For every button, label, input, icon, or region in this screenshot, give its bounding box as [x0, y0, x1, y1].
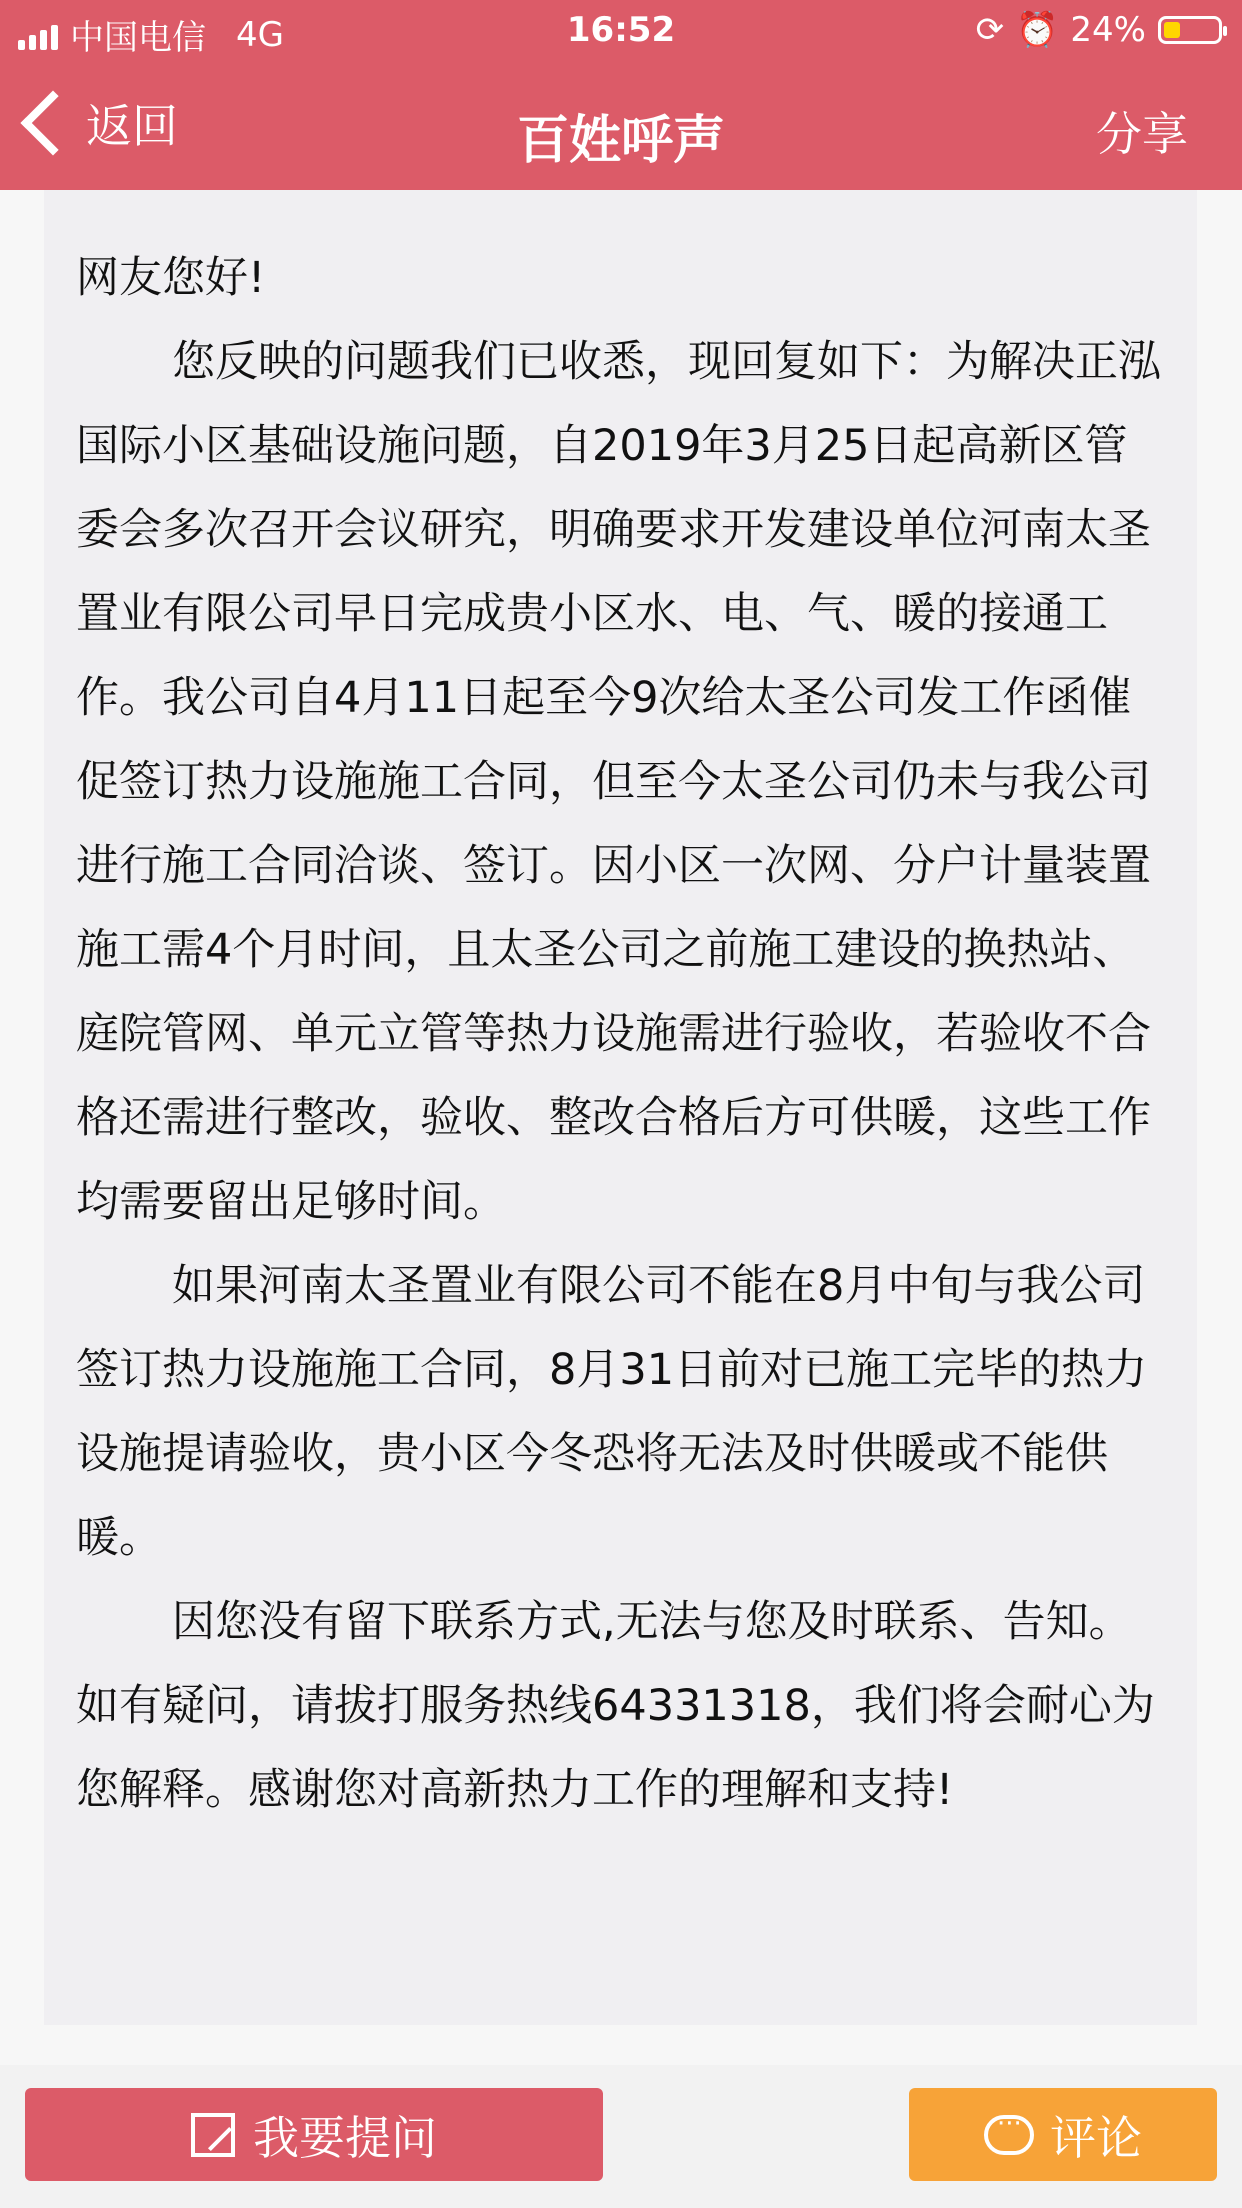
rotation-lock-icon: ⟳ — [975, 10, 1005, 50]
comment-button[interactable] — [909, 2088, 1217, 2181]
article-body — [76, 236, 1166, 1832]
battery-percent: 24% — [1070, 10, 1146, 50]
battery-icon — [1158, 16, 1222, 44]
navigation-bar — [0, 62, 1242, 190]
ask-question-button[interactable] — [25, 2088, 603, 2181]
paragraph-1: 您反映的问题我们已收悉，现回复如下：为解决正泓国际小区基础设施问题，自2019年3月25日起高新区管委会多次召开会议研究，明确要求开发建设单位河南太圣置业有限公司早日完成贵小区水、电、气、暖的接通工作。我公司自4月11日起至今9次给太圣公司发工作函催促签订热力设施施工合同，但至今太圣公司仍未与我公司进行施工合同洽谈、签订。因小区一次网、分户计量装置施工需4个月时间，且太圣公司之前施工建设的换热站、庭院管网、单元立管等热力设施需进行验收，若验收不合格还需进行整改，验收、整改合格后方可供暖，这些工作均需要留出足够时间。 — [76, 337, 1161, 1227]
paragraph-2: 如果河南太圣置业有限公司不能在8月中旬与我公司签订热力设施施工合同，8月31日前对已施工完毕的热力设施提请验收，贵小区今冬恐将无法及时供暖或不能供暖。 — [76, 1261, 1148, 1563]
carrier-name: 中国电信 — [70, 18, 206, 58]
share-button[interactable]: 分享 — [1096, 107, 1188, 161]
back-label: 返回 — [86, 99, 178, 153]
status-bar — [0, 0, 1242, 62]
comment-icon — [984, 2115, 1034, 2155]
ask-label: 我要提问 — [253, 2110, 437, 2165]
comment-label: 评论 — [1050, 2110, 1142, 2165]
alarm-icon: ⏰ — [1016, 10, 1059, 50]
edit-icon — [191, 2113, 235, 2157]
greeting: 网友您好! — [76, 253, 266, 303]
status-time: 16:52 — [566, 10, 676, 50]
page-title: 百姓呼声 — [516, 111, 725, 171]
header — [0, 0, 1242, 190]
network-type: 4G — [236, 14, 284, 55]
paragraph-3: 因您没有留下联系方式,无法与您及时联系、告知。如有疑问，请拔打服务热线64331318，我们将会耐心为您解释。感谢您对高新热力工作的理解和支持! — [76, 1597, 1155, 1815]
